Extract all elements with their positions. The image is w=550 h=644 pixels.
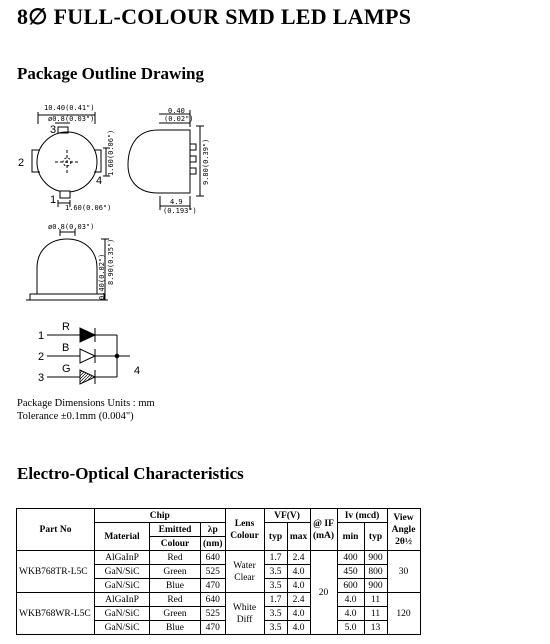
table-cell: 4.0 bbox=[337, 607, 364, 621]
part-no-cell: WKB768TR-L5C bbox=[17, 551, 95, 593]
front-view-drawing bbox=[26, 229, 109, 300]
hdr-part-no: Part No bbox=[17, 509, 95, 551]
table-cell: 3.5 bbox=[264, 565, 287, 579]
table-cell: 600 bbox=[337, 579, 364, 593]
front-height-dim: 8.90(0.35") bbox=[107, 238, 115, 285]
view-angle-cell: 30 bbox=[387, 551, 420, 593]
top-view-drawing bbox=[32, 112, 110, 207]
side-base-dim: 4.9 bbox=[170, 198, 183, 206]
hdr-view: View Angle 2θ½ bbox=[387, 509, 420, 551]
table-row bbox=[17, 551, 421, 565]
table-cell: Red bbox=[150, 593, 201, 607]
table-cell: 800 bbox=[364, 565, 387, 579]
table-cell: 1.7 bbox=[264, 551, 287, 565]
table-cell: 525 bbox=[201, 565, 226, 579]
hdr-emitted: Emitted bbox=[150, 523, 201, 537]
schem-pin-4: 4 bbox=[134, 365, 141, 377]
side-top-dim: 0.40 bbox=[168, 107, 185, 115]
table-cell: GaN/SiC bbox=[95, 621, 150, 635]
top-width-dim: 10.40(0.41") bbox=[44, 104, 95, 112]
side-view-drawing bbox=[128, 110, 204, 210]
package-outline-heading: Package Outline Drawing bbox=[17, 64, 204, 83]
top-pin-2: 2 bbox=[18, 157, 25, 169]
schem-pin-1: 1 bbox=[38, 330, 45, 342]
hdr-material: Material bbox=[95, 523, 150, 551]
table-cell: GaN/SiC bbox=[95, 579, 150, 593]
table-cell: GaN/SiC bbox=[95, 607, 150, 621]
hdr-lambda: λp bbox=[201, 523, 226, 537]
table-cell: 470 bbox=[201, 579, 226, 593]
schem-pin-2: 2 bbox=[38, 351, 45, 363]
hdr-vf-max: max bbox=[287, 523, 310, 551]
table-cell: 4.0 bbox=[287, 621, 310, 635]
table-cell: 1.7 bbox=[264, 593, 287, 607]
if-cell: 20 bbox=[310, 551, 337, 635]
table-cell: 2.4 bbox=[287, 593, 310, 607]
table-cell: 4.0 bbox=[337, 593, 364, 607]
table-cell: 525 bbox=[201, 607, 226, 621]
table-cell: 13 bbox=[364, 621, 387, 635]
table-cell: 3.5 bbox=[264, 579, 287, 593]
hdr-iv-min: min bbox=[337, 523, 364, 551]
table-cell: 11 bbox=[364, 607, 387, 621]
hdr-chip: Chip bbox=[95, 509, 226, 523]
side-base-dim2: (0.193") bbox=[163, 207, 197, 215]
table-cell: AlGaInP bbox=[95, 593, 150, 607]
table-cell: Green bbox=[150, 607, 201, 621]
table-cell: 3.5 bbox=[264, 607, 287, 621]
side-top-dim2: (0.02") bbox=[164, 115, 194, 123]
side-height-dim: 9.80(0.39") bbox=[202, 138, 210, 185]
electro-optical-heading: Electro-Optical Characteristics bbox=[17, 464, 244, 483]
front-base-dim: 0.40(0.02") bbox=[98, 253, 106, 300]
table-cell: 470 bbox=[201, 621, 226, 635]
table-cell: 4.0 bbox=[287, 565, 310, 579]
hdr-lens: Lens Colour bbox=[225, 509, 264, 551]
top-pad-dim: 1.60(0.06") bbox=[65, 204, 112, 212]
lens-cell: White Diff bbox=[225, 593, 264, 635]
view-angle-cell: 120 bbox=[387, 593, 420, 635]
units-note: Package Dimensions Units : mm bbox=[17, 398, 155, 409]
table-cell: Red bbox=[150, 551, 201, 565]
page-title: 8∅ FULL-COLOUR SMD LED LAMPS bbox=[17, 4, 412, 29]
top-pin-4: 4 bbox=[96, 175, 103, 187]
top-dia-dim: ø0.8(0.03") bbox=[48, 115, 95, 123]
hdr-colour: Colour bbox=[150, 537, 201, 551]
hdr-if: @ IF (mA) bbox=[310, 509, 337, 551]
schematic-drawing bbox=[47, 328, 130, 384]
table-cell: Blue bbox=[150, 621, 201, 635]
top-pin-1: 1 bbox=[50, 194, 57, 206]
schem-color-g: G bbox=[62, 363, 71, 375]
schem-color-r: R bbox=[62, 321, 70, 333]
table-cell: 640 bbox=[201, 551, 226, 565]
table-cell: 3.5 bbox=[264, 621, 287, 635]
top-pad-height-dim: 1.60(0.06") bbox=[107, 129, 115, 176]
lens-cell: Water Clear bbox=[225, 551, 264, 593]
table-cell: 4.0 bbox=[287, 579, 310, 593]
table-cell: GaN/SiC bbox=[95, 565, 150, 579]
front-dia-dim: ø0.8(0.03") bbox=[48, 223, 95, 231]
table-cell: 2.4 bbox=[287, 551, 310, 565]
table-cell: Green bbox=[150, 565, 201, 579]
electro-optical-table bbox=[16, 508, 421, 635]
hdr-vf: VF(V) bbox=[264, 509, 310, 523]
table-cell: 5.0 bbox=[337, 621, 364, 635]
hdr-iv-typ: typ bbox=[364, 523, 387, 551]
table-cell: Blue bbox=[150, 579, 201, 593]
table-cell: 4.0 bbox=[287, 607, 310, 621]
table-row bbox=[17, 593, 421, 607]
schem-color-b: B bbox=[62, 342, 70, 354]
top-pin-3: 3 bbox=[50, 124, 57, 136]
hdr-iv: Iv (mcd) bbox=[337, 509, 387, 523]
schem-pin-3: 3 bbox=[38, 372, 45, 384]
table-cell: 11 bbox=[364, 593, 387, 607]
tolerance-note: Tolerance ±0.1mm (0.004") bbox=[17, 411, 134, 422]
table-cell: 640 bbox=[201, 593, 226, 607]
part-no-cell: WKB768WR-L5C bbox=[17, 593, 95, 635]
table-cell: 450 bbox=[337, 565, 364, 579]
table-cell: 900 bbox=[364, 579, 387, 593]
table-cell: 400 bbox=[337, 551, 364, 565]
hdr-vf-typ: typ bbox=[264, 523, 287, 551]
table-cell: 900 bbox=[364, 551, 387, 565]
table-cell: AlGaInP bbox=[95, 551, 150, 565]
hdr-nm: (nm) bbox=[201, 537, 226, 551]
